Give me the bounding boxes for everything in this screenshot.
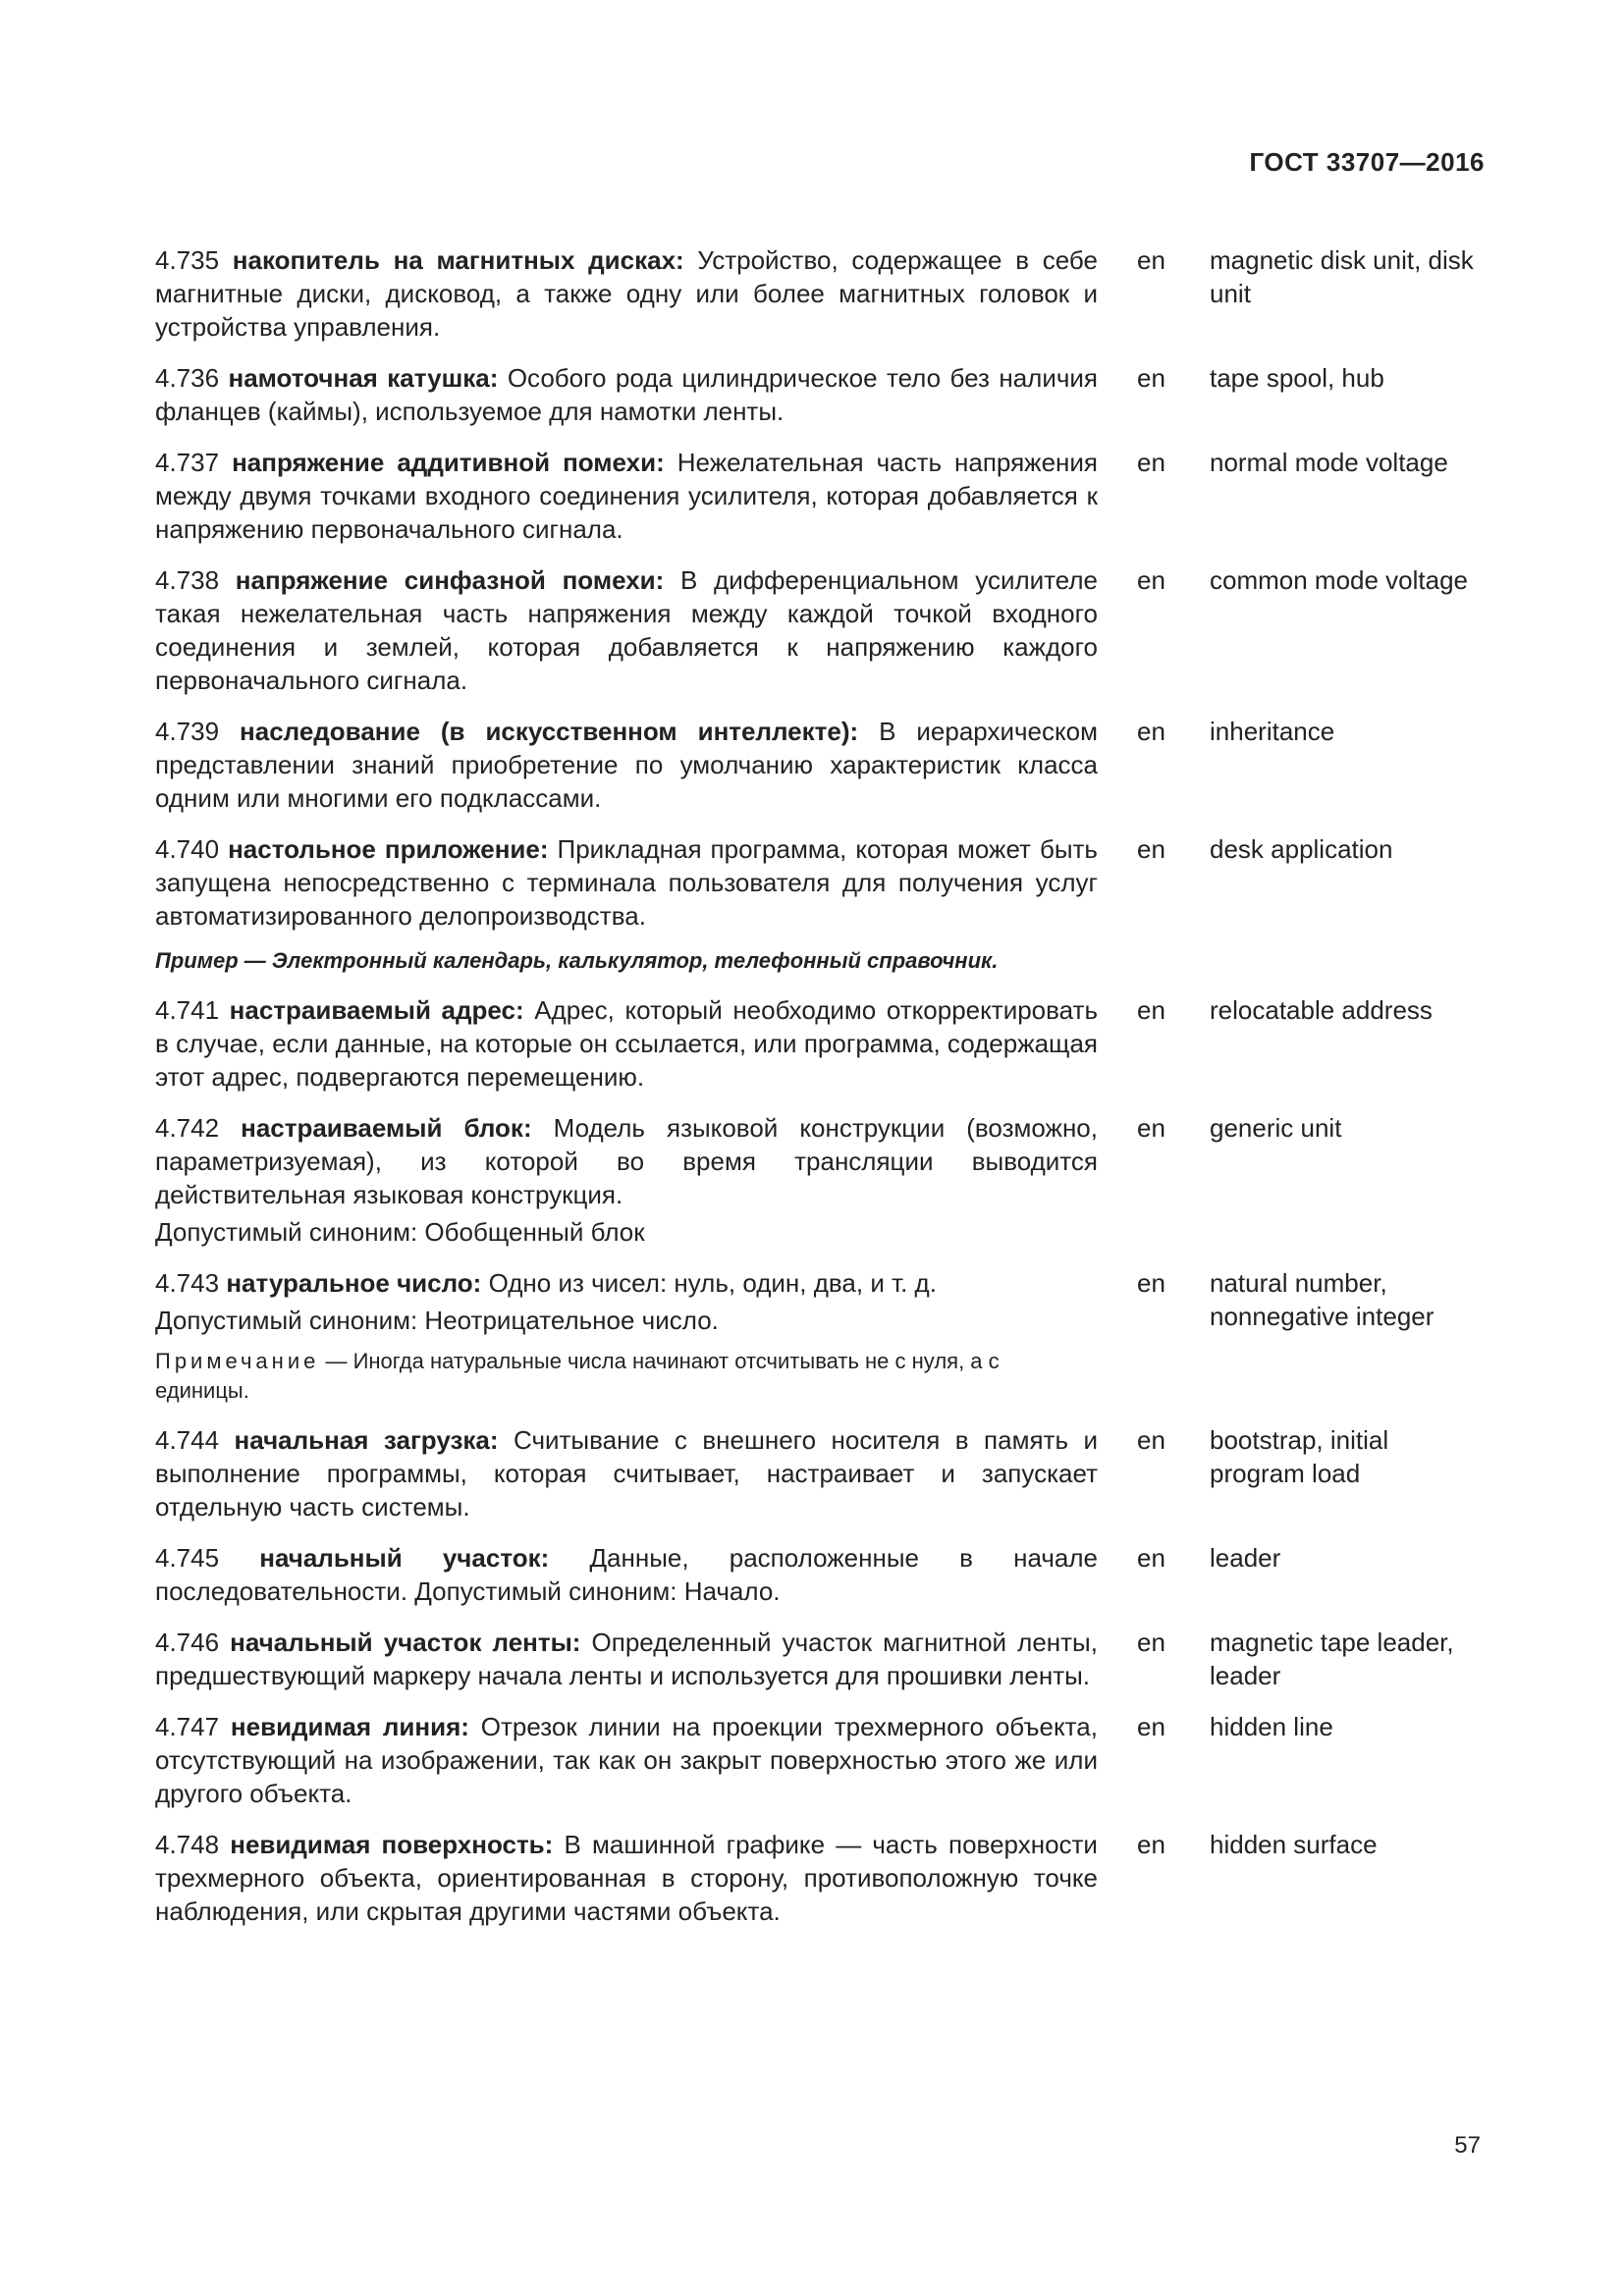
entry-main	[155, 1541, 1098, 1608]
page-number: 57	[1454, 2132, 1481, 2159]
entry-en-term: relocatable address	[1210, 995, 1433, 1025]
entry-number: 4.746	[155, 1628, 220, 1657]
entry-definition-text: Прикладная программа, которая может быть запущена непосредственно с терминала пользователя для получения услуг автоматизированного делопроизводства.	[155, 834, 1098, 931]
entry-en-term: leader	[1210, 1543, 1281, 1573]
entry-definition-text: В машинной графике — часть поверхности трехмерного объекта, ориентированная в сторону, противоположную точке наблюдения, или скрытая другими частями объекта.	[155, 1830, 1098, 1926]
entry-term: настраиваемый блок:	[241, 1113, 532, 1143]
entry-main	[155, 832, 1098, 976]
entry-definition-text: Модель языковой конструкции (возможно, параметризуемая), из которой во время трансляции выводится действительная языковая конструкция.	[155, 1113, 1098, 1209]
entry-term: накопитель на магнитных дисках:	[232, 245, 684, 275]
entry-number: 4.736	[155, 363, 220, 393]
entry-lang: en	[1137, 1113, 1165, 1143]
entry-number: 4.742	[155, 1113, 220, 1143]
entry-main	[155, 563, 1098, 697]
entry-lang: en	[1137, 1268, 1165, 1298]
entry-main	[155, 1828, 1098, 1928]
entry-definition-text: Особого рода цилиндрическое тело без наличия фланцев (каймы), используемое для намотки ленты.	[155, 363, 1098, 426]
entry-definition	[155, 1541, 1098, 1608]
entry-en-term: inheritance	[1210, 717, 1335, 746]
entry-definition	[155, 563, 1098, 697]
entry-definition	[155, 446, 1098, 546]
glossary-entries	[155, 243, 1490, 1946]
entry-en-term: tape spool, hub	[1210, 363, 1384, 393]
entry-term: начальная загрузка:	[234, 1425, 499, 1455]
entry-number: 4.744	[155, 1425, 220, 1455]
entry-example: Пример — Электронный календарь, калькулятор, телефонный справочник.	[155, 948, 999, 973]
entry-definition	[155, 1710, 1098, 1810]
entry-en-term: hidden line	[1210, 1712, 1333, 1741]
entry-main	[155, 446, 1098, 546]
entry-en-term: common mode voltage	[1210, 565, 1469, 595]
glossary-entry	[155, 563, 1490, 697]
note-label: Примечание	[155, 1349, 320, 1373]
entry-number: 4.743	[155, 1268, 220, 1298]
entry-number: 4.741	[155, 995, 220, 1025]
entry-number: 4.738	[155, 565, 220, 595]
entry-term: невидимая поверхность:	[230, 1830, 554, 1859]
entry-en-term: magnetic disk unit, disk unit	[1210, 245, 1474, 308]
glossary-entry	[155, 1710, 1490, 1810]
entry-lang: en	[1137, 1425, 1165, 1455]
glossary-entry	[155, 243, 1490, 344]
entry-definition-text: Отрезок линии на проекции трехмерного объекта, отсутствующий на изображении, так как он закрыт поверхностью этого же или другого объекта.	[155, 1712, 1098, 1808]
entry-definition	[155, 1111, 1098, 1211]
entry-definition-text: Считывание с внешнего носителя в память и выполнение программы, которая считывает, настраивает и запускает отдельную часть системы.	[155, 1425, 1098, 1522]
entry-definition-text: Адрес, который необходимо откорректировать в случае, если данные, на которые он ссылается, или программа, содержащая этот адрес, подвергаются перемещению.	[155, 995, 1098, 1092]
entry-number: 4.747	[155, 1712, 220, 1741]
entry-definition	[155, 243, 1098, 344]
entry-main	[155, 715, 1098, 815]
entry-lang: en	[1137, 717, 1165, 746]
entry-lang: en	[1137, 995, 1165, 1025]
entry-en-term: desk application	[1210, 834, 1393, 864]
entry-term: настраиваемый адрес:	[229, 995, 524, 1025]
entry-definition-text: Одно из чисел: нуль, один, два, и т. д.	[488, 1268, 937, 1298]
glossary-entry	[155, 361, 1490, 428]
entry-main	[155, 1710, 1098, 1810]
entry-definition-text: Определенный участок магнитной ленты, предшествующий маркеру начала ленты и используется для прошивки ленты.	[155, 1628, 1098, 1690]
glossary-entry	[155, 446, 1490, 546]
entry-main	[155, 361, 1098, 428]
entry-term: натуральное число:	[226, 1268, 482, 1298]
entry-term: намоточная катушка:	[228, 363, 499, 393]
entry-term: напряжение синфазной помехи:	[235, 565, 665, 595]
entry-main	[155, 243, 1098, 344]
entry-number: 4.735	[155, 245, 220, 275]
entry-definition-text: Нежелательная часть напряжения между двумя точками входного соединения усилителя, которая добавляется к напряжению первоначального сигнала.	[155, 448, 1098, 544]
entry-definition	[155, 832, 1098, 933]
entry-term: напряжение аддитивной помехи:	[232, 448, 665, 477]
entry-definition	[155, 1266, 1098, 1300]
entry-main	[155, 1266, 1098, 1406]
entry-number: 4.739	[155, 717, 220, 746]
glossary-entry	[155, 715, 1490, 815]
entry-synonym: Допустимый синоним: Неотрицательное число.	[155, 1306, 719, 1335]
entry-synonym: Допустимый синоним: Обобщенный блок	[155, 1217, 645, 1247]
entry-term: начальный участок ленты:	[230, 1628, 581, 1657]
entry-definition	[155, 361, 1098, 428]
glossary-entry	[155, 1423, 1490, 1523]
entry-note	[155, 1347, 1098, 1406]
entry-lang: en	[1137, 1830, 1165, 1859]
entry-definition-text: В иерархическом представлении знаний приобретение по умолчанию характеристик класса одним или многими его подклассами.	[155, 717, 1098, 813]
entry-main	[155, 1423, 1098, 1523]
entry-term: невидимая линия:	[230, 1712, 469, 1741]
entry-en-term: magnetic tape leader, leader	[1210, 1628, 1454, 1690]
entry-main	[155, 993, 1098, 1094]
entry-number: 4.737	[155, 448, 220, 477]
note-text: — Иногда натуральные числа начинают отсчитывать не с нуля, а с единицы.	[155, 1349, 1000, 1403]
entry-lang: en	[1137, 363, 1165, 393]
glossary-entry	[155, 832, 1490, 976]
page-header-standard: ГОСТ 33707—2016	[1249, 147, 1485, 177]
glossary-entry	[155, 1266, 1490, 1406]
entry-definition-text: Данные, расположенные в начале последовательности. Допустимый синоним: Начало.	[155, 1543, 1098, 1606]
entry-definition-text: В дифференциальном усилителе такая нежелательная часть напряжения между каждой точкой входного соединения и землей, которая добавляется к напряжению каждого первоначального сигнала.	[155, 565, 1099, 695]
entry-number: 4.740	[155, 834, 220, 864]
glossary-entry	[155, 993, 1490, 1094]
entry-number: 4.745	[155, 1543, 220, 1573]
entry-lang: en	[1137, 448, 1165, 477]
entry-definition	[155, 993, 1098, 1094]
entry-en-term: generic unit	[1210, 1113, 1342, 1143]
entry-definition-text: Устройство, содержащее в себе магнитные диски, дисковод, а также одну или более магнитных головок и устройства управления.	[155, 245, 1098, 342]
entry-lang: en	[1137, 834, 1165, 864]
entry-definition	[155, 1423, 1098, 1523]
entry-lang: en	[1137, 565, 1165, 595]
entry-lang: en	[1137, 1712, 1165, 1741]
entry-definition	[155, 1626, 1098, 1692]
entry-lang: en	[1137, 1543, 1165, 1573]
entry-term: настольное приложение:	[228, 834, 549, 864]
entry-term: начальный участок:	[259, 1543, 550, 1573]
glossary-entry	[155, 1828, 1490, 1928]
glossary-entry	[155, 1626, 1490, 1692]
entry-main	[155, 1111, 1098, 1249]
entry-en-term: bootstrap, initial program load	[1210, 1425, 1389, 1488]
entry-lang: en	[1137, 245, 1165, 275]
entry-en-term: hidden surface	[1210, 1830, 1378, 1859]
glossary-entry	[155, 1111, 1490, 1249]
entry-en-term: normal mode voltage	[1210, 448, 1448, 477]
entry-main	[155, 1626, 1098, 1692]
entry-number: 4.748	[155, 1830, 220, 1859]
entry-en-term: natural number, nonnegative integer	[1210, 1268, 1435, 1331]
entry-term: наследование (в искусственном интеллекте):	[240, 717, 859, 746]
entry-lang: en	[1137, 1628, 1165, 1657]
entry-definition	[155, 715, 1098, 815]
glossary-entry	[155, 1541, 1490, 1608]
entry-definition	[155, 1828, 1098, 1928]
